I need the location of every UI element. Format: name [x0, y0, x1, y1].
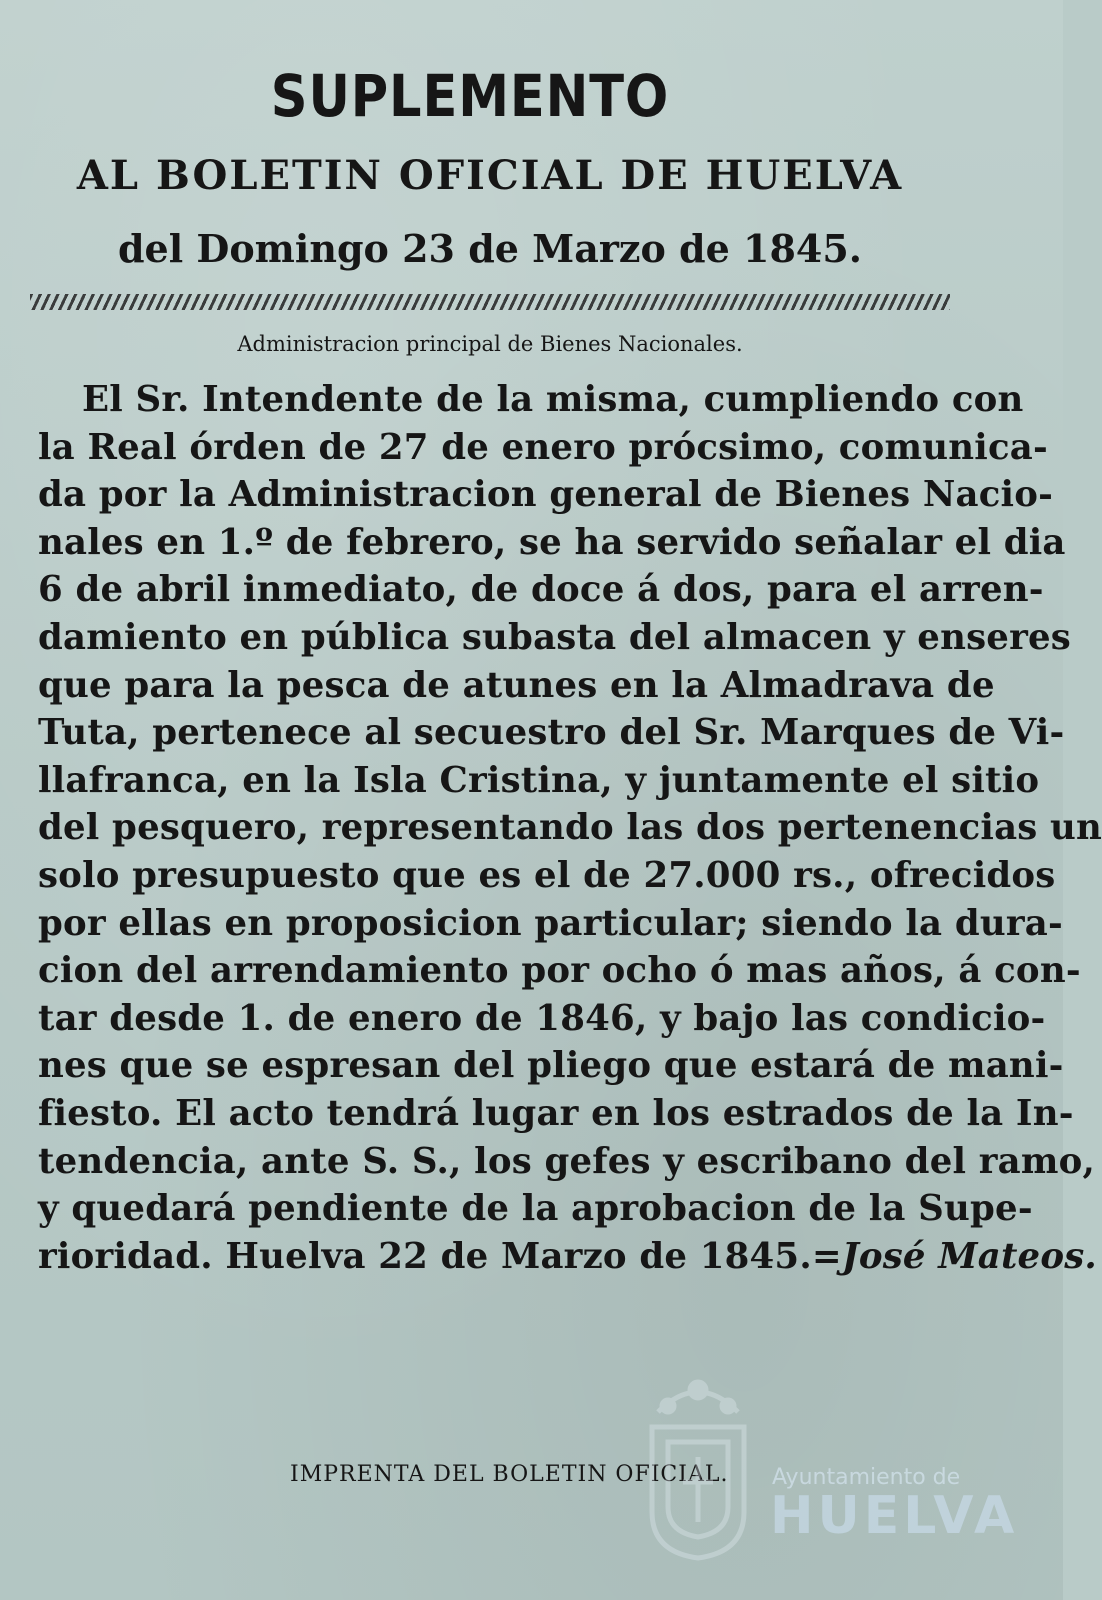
body-line: nales en 1.º de febrero, se ha servido señalar el dia: [38, 521, 1066, 563]
body-line: que para la pesca de atunes en la Almadrava de: [38, 664, 995, 706]
body-line: Tuta, pertenece al secuestro del Sr. Marques de Vi-: [38, 712, 1065, 754]
printer-imprint: IMPRENTA DEL BOLETIN OFICIAL.: [290, 1462, 729, 1487]
body-line: solo presupuesto que es el de 27.000 rs., ofrecidos: [38, 854, 1056, 896]
body-line: llafranca, en la Isla Cristina, y juntamente el sitio: [38, 759, 1040, 801]
body-line: tar desde 1. de enero de 1846, y bajo las condicio-: [38, 997, 1046, 1039]
body-line: da por la Administracion general de Bienes Nacio-: [38, 474, 1054, 516]
watermark-line2: HUELVA: [770, 1486, 1019, 1546]
body-line: fiesto. El acto tendrá lugar en los estrados de la In-: [38, 1092, 1074, 1134]
document-subtitle: AL BOLETIN OFICIAL DE HUELVA: [76, 152, 904, 199]
document-title: SUPLEMENTO: [270, 62, 670, 130]
document-dateline: del Domingo 23 de Marzo de 1845.: [117, 226, 863, 271]
body-line: la Real órden de 27 de enero prócsimo, comunica-: [38, 426, 1048, 468]
ornamental-rule: [30, 294, 950, 310]
body-last-line: [38, 1233, 1097, 1281]
body-line: tendencia, ante S. S., los gefes y escribano del ramo,: [38, 1140, 1096, 1182]
body-line: por ellas en proposicion particular; siendo la dura-: [38, 902, 1063, 944]
city-crest-icon: [638, 1372, 758, 1562]
body-line: y quedará pendiente de la aprobacion de la Supe-: [38, 1188, 1033, 1230]
section-heading: Administracion principal de Bienes Nacionales.: [237, 332, 743, 356]
signature: José Mateos.: [841, 1235, 1097, 1277]
body-line: cion del arrendamiento por ocho ó mas años, á con-: [38, 950, 1081, 992]
body-line: damiento en pública subasta del almacen y enseres: [38, 616, 1071, 658]
body-line: 6 de abril inmediato, de doce á dos, para el arren-: [38, 569, 1044, 611]
body-line: del pesquero, representando las dos pertenencias un: [38, 807, 1102, 849]
closing-text: rioridad. Huelva 22 de Marzo de 1845.=: [38, 1235, 842, 1277]
body-line: El Sr. Intendente de la misma, cumpliendo con: [82, 379, 1024, 420]
notice-body: [38, 376, 1102, 1280]
body-line: nes que se espresan del pliego que estará de mani-: [38, 1045, 1064, 1087]
watermark-line1: Ayuntamiento de: [772, 1465, 961, 1490]
